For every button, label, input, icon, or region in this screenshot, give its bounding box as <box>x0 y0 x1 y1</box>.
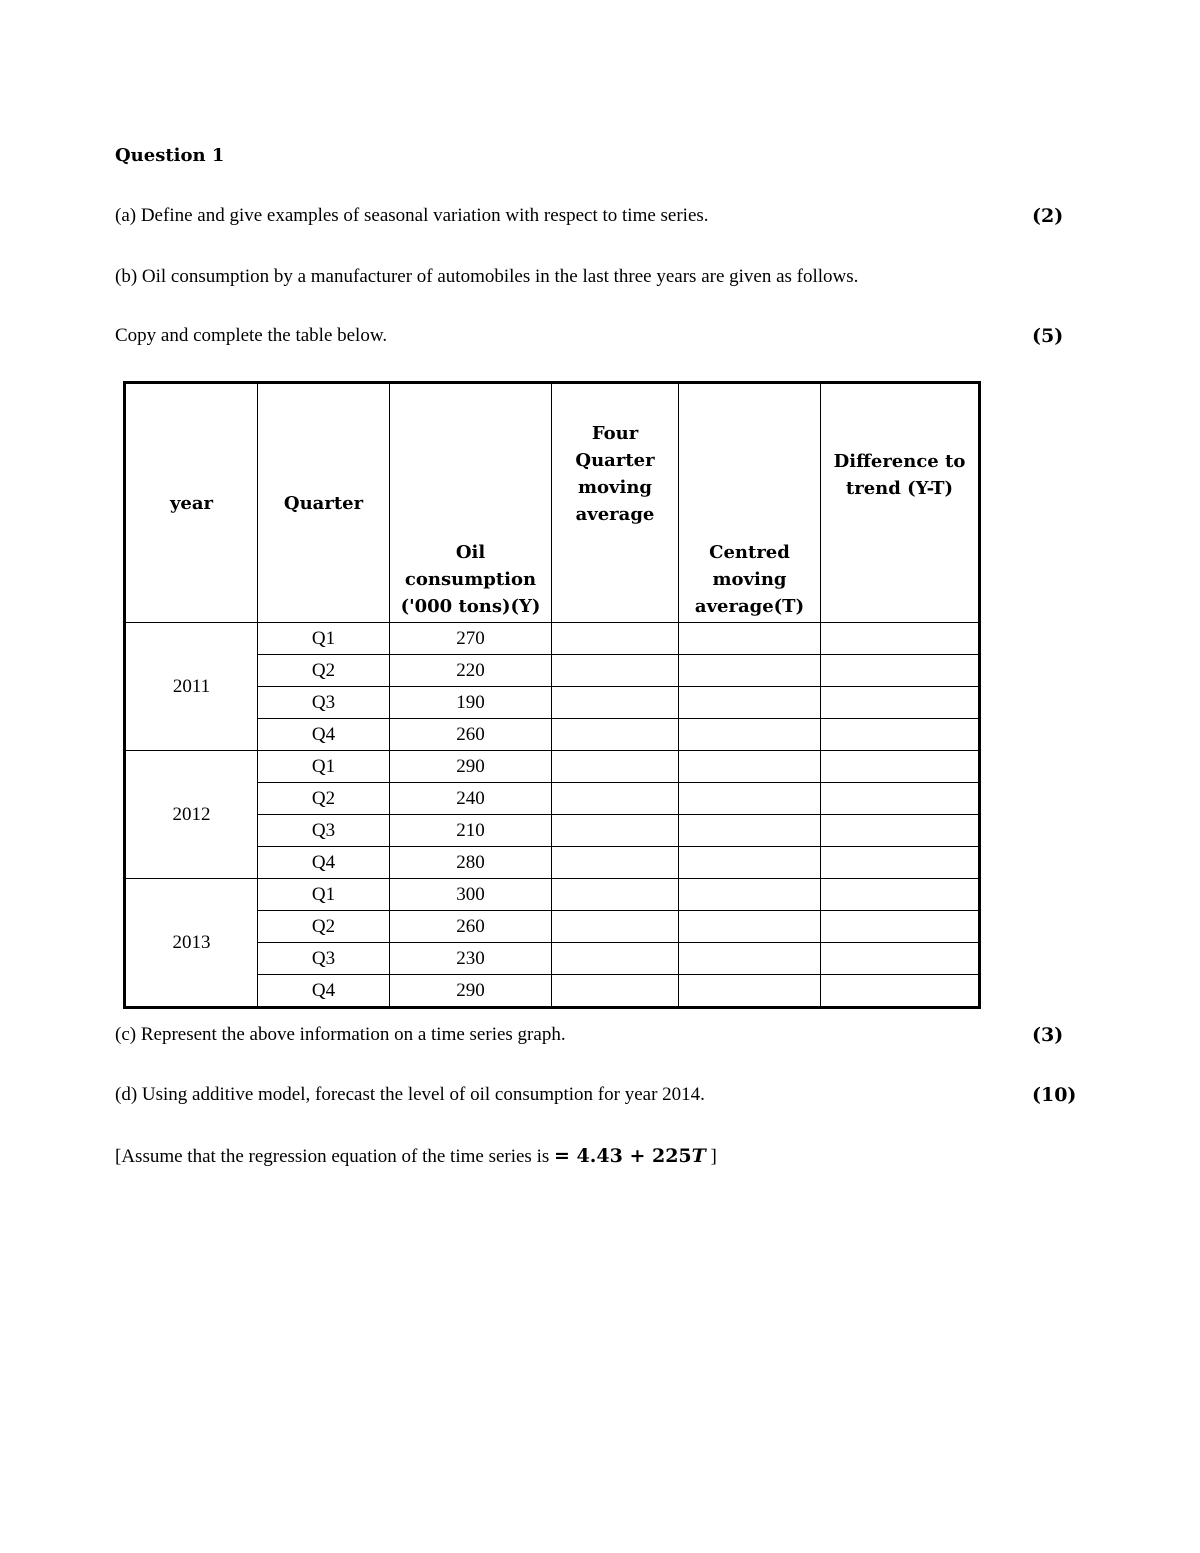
centred-moving-average-cell <box>679 943 821 975</box>
centred-moving-average-cell <box>679 655 821 687</box>
oil-consumption-cell: 300 <box>390 879 552 911</box>
instruction-text: Copy and complete the table below. <box>115 325 388 346</box>
quarter-cell: Q4 <box>258 719 390 751</box>
quarter-cell: Q3 <box>258 815 390 847</box>
difference-to-trend-cell <box>821 623 980 655</box>
oil-consumption-cell: 270 <box>390 623 552 655</box>
four-quarter-moving-average-cell <box>552 687 679 719</box>
centred-moving-average-cell <box>679 719 821 751</box>
four-quarter-moving-average-cell <box>552 943 679 975</box>
part-c-text: (c) Represent the above information on a time series graph. <box>115 1024 566 1045</box>
table-header-row <box>125 383 980 623</box>
quarter-cell: Q3 <box>258 943 390 975</box>
four-quarter-moving-average-cell <box>552 879 679 911</box>
difference-to-trend-cell <box>821 975 980 1008</box>
centred-moving-average-cell <box>679 751 821 783</box>
header-centred-moving-average: Centred moving average(T) <box>679 383 821 623</box>
centred-moving-average-cell <box>679 783 821 815</box>
part-a-marks: (2) <box>1032 205 1064 227</box>
centred-moving-average-cell <box>679 623 821 655</box>
header-quarter: Quarter <box>258 383 390 623</box>
equation-variable: T <box>691 1145 706 1167</box>
centred-moving-average-cell <box>679 911 821 943</box>
quarter-cell: Q1 <box>258 623 390 655</box>
year-cell: 2011 <box>125 623 258 751</box>
four-quarter-moving-average-cell <box>552 655 679 687</box>
part-c-marks: (3) <box>1032 1024 1064 1046</box>
assumption-suffix: ] <box>705 1146 717 1167</box>
four-quarter-moving-average-cell <box>552 815 679 847</box>
equation-lead: = 4.43 + 225 <box>554 1145 692 1167</box>
difference-to-trend-cell <box>821 751 980 783</box>
centred-moving-average-cell <box>679 847 821 879</box>
oil-consumption-cell: 190 <box>390 687 552 719</box>
difference-to-trend-cell <box>821 719 980 751</box>
table-row <box>125 751 980 783</box>
regression-equation <box>554 1145 706 1167</box>
oil-consumption-cell: 260 <box>390 719 552 751</box>
difference-to-trend-cell <box>821 943 980 975</box>
difference-to-trend-cell <box>821 815 980 847</box>
quarter-cell: Q1 <box>258 879 390 911</box>
part-d-text: (d) Using additive model, forecast the level of oil consumption for year 2014. <box>115 1084 705 1105</box>
oil-consumption-cell: 210 <box>390 815 552 847</box>
assumption-prefix: [Assume that the regression equation of the time series is <box>115 1146 550 1167</box>
four-quarter-moving-average-cell <box>552 911 679 943</box>
quarter-cell: Q3 <box>258 687 390 719</box>
part-d-marks: (10) <box>1032 1084 1077 1106</box>
part-a-text: (a) Define and give examples of seasonal variation with respect to time series. <box>115 205 709 226</box>
question-heading: Question 1 <box>115 145 225 166</box>
table-row <box>125 623 980 655</box>
header-year: year <box>125 383 258 623</box>
quarter-cell: Q2 <box>258 911 390 943</box>
part-b-text: (b) Oil consumption by a manufacturer of automobiles in the last three years are given as follows. <box>115 266 859 287</box>
difference-to-trend-cell <box>821 911 980 943</box>
oil-consumption-cell: 230 <box>390 943 552 975</box>
header-four-quarter-moving-average: Four Quarter moving average <box>552 383 679 623</box>
difference-to-trend-cell <box>821 687 980 719</box>
quarter-cell: Q4 <box>258 975 390 1008</box>
four-quarter-moving-average-cell <box>552 623 679 655</box>
table-body <box>125 623 980 1008</box>
four-quarter-moving-average-cell <box>552 975 679 1008</box>
centred-moving-average-cell <box>679 815 821 847</box>
oil-consumption-cell: 280 <box>390 847 552 879</box>
year-cell: 2012 <box>125 751 258 879</box>
header-difference-to-trend: Difference to trend (Y-T) <box>821 383 980 623</box>
difference-to-trend-cell <box>821 847 980 879</box>
quarter-cell: Q2 <box>258 655 390 687</box>
oil-consumption-cell: 220 <box>390 655 552 687</box>
difference-to-trend-cell <box>821 783 980 815</box>
header-oil-consumption: Oil consumption ('000 tons)(Y) <box>390 383 552 623</box>
quarter-cell: Q4 <box>258 847 390 879</box>
oil-consumption-cell: 260 <box>390 911 552 943</box>
four-quarter-moving-average-cell <box>552 719 679 751</box>
table-row <box>125 879 980 911</box>
centred-moving-average-cell <box>679 687 821 719</box>
oil-consumption-cell: 290 <box>390 975 552 1008</box>
four-quarter-moving-average-cell <box>552 751 679 783</box>
oil-consumption-cell: 240 <box>390 783 552 815</box>
difference-to-trend-cell <box>821 655 980 687</box>
quarter-cell: Q2 <box>258 783 390 815</box>
oil-consumption-table <box>123 381 981 1009</box>
quarter-cell: Q1 <box>258 751 390 783</box>
four-quarter-moving-average-cell <box>552 847 679 879</box>
assumption-line <box>115 1144 717 1169</box>
difference-to-trend-cell <box>821 879 980 911</box>
centred-moving-average-cell <box>679 879 821 911</box>
year-cell: 2013 <box>125 879 258 1008</box>
four-quarter-moving-average-cell <box>552 783 679 815</box>
instruction-marks: (5) <box>1032 325 1064 347</box>
centred-moving-average-cell <box>679 975 821 1008</box>
oil-consumption-cell: 290 <box>390 751 552 783</box>
